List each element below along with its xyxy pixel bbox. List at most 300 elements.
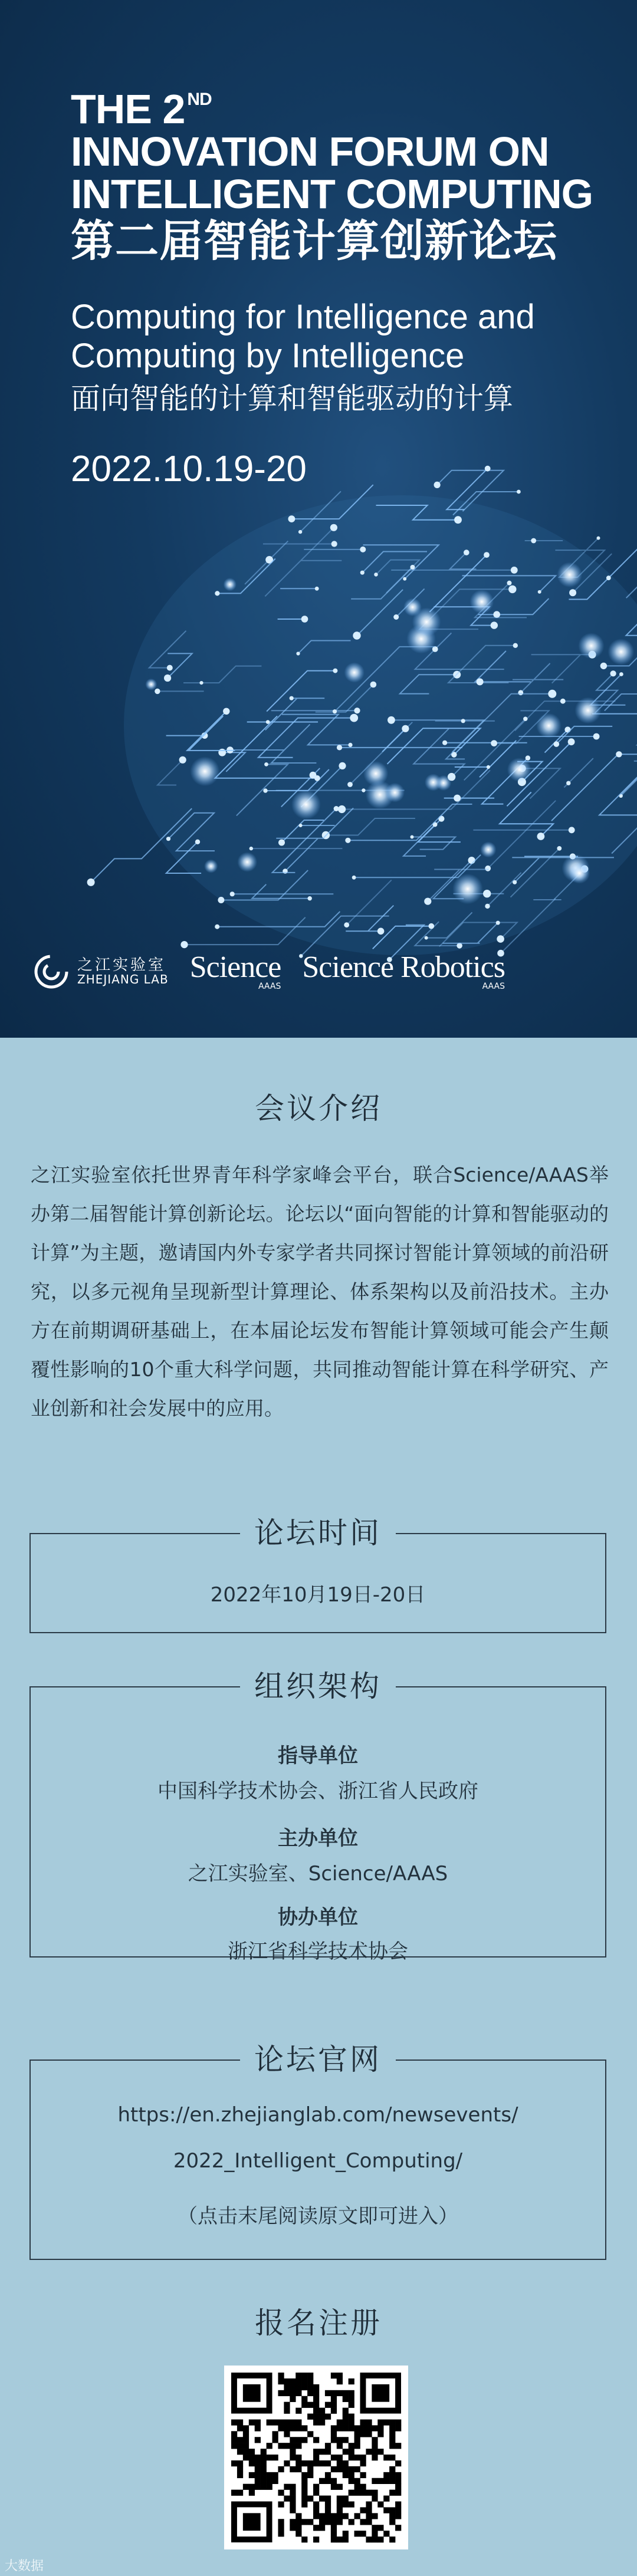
qr-module	[349, 2519, 354, 2525]
qr-module	[301, 2472, 307, 2478]
qr-module	[272, 2455, 278, 2460]
qr-module	[290, 2466, 295, 2472]
qr-module	[349, 2390, 354, 2396]
qr-module	[255, 2484, 261, 2490]
circuit-node	[566, 781, 570, 785]
forum-title	[71, 88, 593, 263]
qr-module	[231, 2419, 237, 2425]
qr-module	[395, 2484, 401, 2490]
qr-module	[249, 2449, 255, 2455]
circuit-node	[310, 772, 317, 779]
circuit-node	[554, 741, 560, 747]
qr-module	[307, 2460, 313, 2466]
hero-banner	[0, 0, 637, 1038]
qr-module	[337, 2460, 343, 2466]
qr-module	[389, 2425, 395, 2431]
circuit-node	[616, 751, 622, 757]
qr-module	[255, 2437, 261, 2443]
qr-module	[395, 2525, 401, 2531]
qr-module	[372, 2496, 377, 2502]
circuit-node	[518, 690, 523, 695]
qr-module	[307, 2519, 313, 2525]
qr-module	[389, 2507, 395, 2513]
qr-module	[284, 2390, 290, 2396]
qr-module	[290, 2449, 295, 2455]
qr-module	[331, 2425, 337, 2431]
qr-module	[377, 2449, 383, 2455]
glow-node	[412, 607, 441, 636]
qr-module	[249, 2460, 255, 2466]
circuit-node	[568, 738, 575, 745]
qr-module	[354, 2513, 360, 2519]
qr-module	[237, 2490, 243, 2496]
circuit-node	[548, 690, 556, 698]
science-robotics-wordmark: Science Robotics	[302, 950, 505, 984]
circuit-node	[424, 898, 431, 905]
qr-module	[377, 2525, 383, 2531]
circuit-node	[513, 643, 518, 648]
qr-module	[389, 2419, 395, 2425]
qr-module	[307, 2378, 313, 2384]
qr-module	[395, 2460, 401, 2466]
qr-module	[255, 2472, 261, 2478]
qr-code-icon	[224, 2366, 408, 2549]
qr-module	[313, 2536, 319, 2542]
qr-module	[290, 2519, 295, 2525]
qr-module	[331, 2396, 337, 2402]
qr-module	[343, 2466, 349, 2472]
qr-module	[267, 2443, 272, 2449]
circuit-node	[508, 585, 516, 593]
qr-module	[337, 2536, 343, 2542]
qr-module	[243, 2455, 249, 2460]
qr-module	[295, 2525, 301, 2531]
title-line-3: INTELLIGENT COMPUTING	[71, 171, 593, 217]
qr-module	[290, 2507, 295, 2513]
title-line-2: INNOVATION FORUM ON	[71, 129, 549, 175]
glow-node	[452, 874, 483, 904]
qr-module	[349, 2455, 354, 2460]
glow-node	[578, 633, 604, 659]
qr-module	[325, 2478, 331, 2484]
qr-module	[231, 2460, 237, 2466]
qr-module	[301, 2384, 307, 2390]
qr-module	[237, 2425, 243, 2431]
circuit-node	[167, 665, 173, 671]
qr-module	[319, 2519, 325, 2525]
science-wordmark: Science	[189, 950, 281, 984]
qr-module	[366, 2519, 372, 2525]
qr-module	[290, 2496, 295, 2502]
qr-module	[255, 2455, 261, 2460]
circuit-node	[180, 941, 188, 948]
qr-module	[377, 2478, 383, 2484]
qr-module	[366, 2490, 372, 2496]
circuit-node	[526, 755, 530, 760]
qr-module	[349, 2414, 354, 2420]
qr-module	[360, 2531, 366, 2536]
theme-en-line-1: Computing for Intelligence and	[71, 298, 535, 336]
qr-module	[295, 2419, 301, 2425]
qr-module	[343, 2449, 349, 2455]
watermark: 大数据	[5, 2559, 44, 2574]
host-unit-value: 之江实验室、Science/AAAS	[188, 1862, 448, 1886]
glow-node	[204, 859, 218, 873]
qr-module	[290, 2501, 295, 2507]
qr-module	[325, 2390, 331, 2396]
circuit-node	[493, 611, 500, 618]
qr-module	[389, 2443, 395, 2449]
qr-module	[261, 2478, 267, 2484]
qr-module	[343, 2531, 349, 2536]
qr-module	[243, 2443, 249, 2449]
qr-module	[337, 2507, 343, 2513]
circuit-node	[288, 515, 295, 522]
organization-title: 组织架构	[240, 1667, 396, 1705]
glow-node	[224, 578, 237, 591]
qr-module	[331, 2525, 337, 2531]
qr-module	[349, 2490, 354, 2496]
qr-module	[295, 2519, 301, 2525]
website-url-line-1[interactable]: https://en.zhejianglab.com/newsevents/	[117, 2103, 518, 2127]
qr-module	[377, 2501, 383, 2507]
qr-module	[331, 2455, 337, 2460]
circuit-node	[348, 743, 352, 747]
qr-module	[325, 2443, 331, 2449]
circuit-node	[362, 788, 365, 792]
circuit-node	[290, 696, 294, 700]
qr-module	[267, 2455, 272, 2460]
qr-module	[395, 2425, 401, 2431]
circuit-node	[344, 922, 349, 927]
qr-module	[372, 2513, 377, 2519]
qr-module	[337, 2437, 343, 2443]
glow-node	[536, 713, 562, 738]
qr-module	[349, 2402, 354, 2408]
forum-theme	[71, 298, 535, 419]
qr-module	[255, 2466, 261, 2472]
qr-module	[349, 2449, 354, 2455]
qr-module	[284, 2484, 290, 2490]
qr-module	[278, 2378, 284, 2384]
qr-module	[389, 2466, 395, 2472]
glow-node	[557, 562, 582, 587]
qr-module	[325, 2513, 331, 2519]
qr-module	[313, 2384, 319, 2390]
qr-module	[278, 2525, 284, 2531]
qr-module	[331, 2390, 337, 2396]
qr-module	[249, 2490, 255, 2496]
zhejiang-lab-icon	[32, 953, 70, 991]
qr-module	[295, 2425, 301, 2431]
qr-module	[301, 2478, 307, 2484]
circuit-node	[388, 716, 395, 724]
qr-module	[231, 2431, 237, 2437]
qr-module	[284, 2402, 290, 2408]
qr-module	[261, 2484, 267, 2490]
qr-module	[313, 2460, 319, 2466]
qr-module	[319, 2513, 325, 2519]
circuit-node	[360, 547, 366, 552]
qr-module	[278, 2425, 284, 2431]
qr-module	[389, 2472, 395, 2478]
qr-module	[331, 2466, 337, 2472]
glow-node	[145, 679, 157, 690]
forum-time-title: 论坛时间	[240, 1514, 396, 1552]
qr-module	[249, 2484, 255, 2490]
circuit-node	[485, 866, 491, 871]
circuit-node	[87, 879, 95, 886]
circuit-node	[619, 672, 623, 676]
qr-module	[395, 2513, 401, 2519]
qr-module	[389, 2513, 395, 2519]
circuit-node	[166, 837, 170, 841]
circuit-node	[454, 795, 461, 802]
glow-node	[291, 790, 321, 820]
qr-module	[307, 2373, 313, 2378]
zhejiang-lab-cn: 之江实验室	[77, 956, 166, 974]
qr-module	[383, 2496, 389, 2502]
qr-module	[290, 2484, 295, 2490]
qr-module	[337, 2513, 343, 2519]
circuit-node	[600, 663, 607, 669]
qr-module	[237, 2466, 243, 2472]
qr-module	[313, 2396, 319, 2402]
circuit-node	[298, 530, 302, 534]
qr-module	[349, 2501, 354, 2507]
qr-module	[295, 2513, 301, 2519]
qr-module	[349, 2396, 354, 2402]
qr-module	[360, 2484, 366, 2490]
qr-module	[313, 2408, 319, 2414]
qr-module	[354, 2478, 360, 2484]
qr-module	[377, 2536, 383, 2542]
qr-module	[331, 2478, 337, 2484]
qr-module	[319, 2496, 325, 2502]
partner-logos	[32, 952, 505, 991]
qr-module	[360, 2431, 366, 2437]
co-host-unit-value: 浙江省科学技术协会	[228, 1940, 408, 1963]
qr-module	[343, 2501, 349, 2507]
qr-module	[313, 2507, 319, 2513]
qr-module	[389, 2536, 395, 2542]
circuit-node	[230, 891, 235, 896]
qr-module	[307, 2431, 313, 2437]
qr-module	[360, 2507, 366, 2513]
forum-time-box	[29, 1516, 606, 1633]
qr-module	[278, 2390, 284, 2396]
glow-node	[344, 662, 365, 683]
qr-module	[313, 2419, 319, 2425]
circuit-node	[199, 681, 203, 685]
qr-module	[243, 2484, 249, 2490]
circuit-node	[434, 482, 441, 488]
qr-module	[301, 2490, 307, 2496]
qr-module	[319, 2449, 325, 2455]
qr-module	[237, 2437, 243, 2443]
qr-module	[343, 2460, 349, 2466]
qr-module	[389, 2437, 395, 2443]
circuit-node	[517, 490, 521, 494]
qr-module	[313, 2484, 319, 2490]
qr-module	[313, 2449, 319, 2455]
qr-module	[337, 2501, 343, 2507]
qr-module	[383, 2531, 389, 2536]
registration-qr-code[interactable]	[224, 2366, 408, 2549]
circuit-node	[179, 756, 186, 764]
qr-module	[372, 2490, 377, 2496]
qr-module	[331, 2484, 337, 2490]
circuit-node	[223, 708, 229, 715]
qr-module	[313, 2513, 319, 2519]
qr-module	[249, 2455, 255, 2460]
circuit-node	[403, 577, 406, 581]
circuit-node	[564, 726, 570, 732]
circuit-node	[393, 614, 399, 620]
qr-module	[284, 2425, 290, 2431]
qr-module	[360, 2425, 366, 2431]
glow-node	[574, 697, 601, 723]
website-url-line-2[interactable]: 2022_Intelligent_Computing/	[173, 2149, 463, 2173]
qr-module	[231, 2490, 237, 2496]
qr-module	[284, 2431, 290, 2437]
qr-module	[337, 2419, 343, 2425]
qr-module	[331, 2519, 337, 2525]
website-title: 论坛官网	[240, 2041, 396, 2078]
qr-module	[360, 2460, 366, 2466]
qr-module	[307, 2472, 313, 2478]
circuit-node	[218, 897, 224, 903]
qr-module	[331, 2437, 337, 2443]
qr-module	[325, 2501, 331, 2507]
qr-module	[261, 2460, 267, 2466]
qr-module	[301, 2519, 307, 2525]
circuit-node	[531, 538, 536, 544]
science-robotics-aaas: AAAS	[482, 982, 505, 991]
qr-finder	[243, 2513, 261, 2531]
circuit-node	[249, 847, 253, 850]
qr-module	[295, 2384, 301, 2390]
title-line-1: THE 2	[71, 86, 185, 132]
forum-date: 2022.10.19-20	[71, 449, 307, 489]
qr-module	[372, 2536, 377, 2542]
qr-module	[319, 2478, 325, 2484]
circuit-node	[593, 733, 600, 740]
qr-module	[337, 2373, 343, 2378]
qr-module	[295, 2460, 301, 2466]
circuit-node	[560, 699, 566, 704]
qr-module	[301, 2437, 307, 2443]
qr-module	[343, 2437, 349, 2443]
theme-chinese: 面向智能的计算和智能驱动的计算	[71, 382, 513, 415]
circuit-node	[461, 719, 465, 723]
qr-module	[284, 2443, 290, 2449]
qr-module	[278, 2531, 284, 2536]
circuit-node	[370, 682, 377, 688]
science-logo	[190, 952, 281, 991]
qr-module	[354, 2437, 360, 2443]
intro-text: 之江实验室依托世界青年科学家峰会平台，联合Science/AAAS举办第二届智能计算创新论坛。论坛以“面向智能的计算和智能驱动的计算”为主题，邀请国内外专家学者共同探讨智能计算领域的前沿研究，以多元视角呈现新型计算理论、体系架构以及前沿技术。主办方在前期调研基础上，在本届论坛发布智能计算领域可能会产生颠覆性影响的10个重大科学问题，共同推动智能计算在科学研究、产业创新和社会发展中的应用。	[31, 1163, 609, 1420]
qr-module	[301, 2373, 307, 2378]
circuit-node	[523, 717, 527, 721]
website-box	[29, 2042, 606, 2260]
qr-module	[360, 2472, 366, 2478]
circuit-node	[333, 669, 337, 673]
qr-module	[360, 2490, 366, 2496]
qr-module	[395, 2490, 401, 2496]
qr-module	[307, 2384, 313, 2390]
qr-module	[343, 2414, 349, 2420]
qr-module	[349, 2419, 354, 2425]
qr-module	[349, 2472, 354, 2478]
glow-node	[237, 852, 257, 872]
circuit-node	[215, 925, 219, 929]
qr-module	[366, 2507, 372, 2513]
qr-module	[325, 2507, 331, 2513]
qr-module	[366, 2536, 372, 2542]
qr-module	[290, 2419, 295, 2425]
qr-module	[383, 2478, 389, 2484]
qr-module	[337, 2455, 343, 2460]
circuit-node	[350, 714, 358, 722]
qr-module	[290, 2455, 295, 2460]
qr-module	[295, 2408, 301, 2414]
circuit-node	[374, 573, 378, 577]
qr-module	[290, 2437, 295, 2443]
circuit-node	[485, 904, 490, 909]
qr-module	[372, 2443, 377, 2449]
qr-module	[349, 2478, 354, 2484]
circuit-node	[353, 631, 360, 639]
qr-module	[343, 2408, 349, 2414]
qr-module	[354, 2425, 360, 2431]
qr-module	[301, 2425, 307, 2431]
qr-module	[243, 2437, 249, 2443]
circuit-node	[330, 524, 337, 531]
qr-module	[343, 2419, 349, 2425]
glow-node	[190, 756, 219, 786]
qr-module	[349, 2425, 354, 2431]
qr-module	[343, 2536, 349, 2542]
qr-module	[325, 2449, 331, 2455]
qr-module	[231, 2443, 237, 2449]
qr-module	[354, 2490, 360, 2496]
qr-module	[284, 2378, 290, 2384]
intro-title: 会议介绍	[255, 1091, 382, 1126]
forum-time-value: 2022年10月19日-20日	[210, 1583, 426, 1607]
circuit-node	[402, 725, 409, 732]
qr-module	[389, 2455, 395, 2460]
qr-module	[295, 2390, 301, 2396]
qr-module	[383, 2507, 389, 2513]
qr-module	[284, 2408, 290, 2414]
qr-module	[272, 2419, 278, 2425]
qr-module	[261, 2455, 267, 2460]
qr-module	[295, 2531, 301, 2536]
qr-module	[377, 2431, 383, 2437]
qr-module	[395, 2478, 401, 2484]
circuit-node	[464, 550, 469, 555]
qr-module	[313, 2390, 319, 2396]
qr-module	[295, 2437, 301, 2443]
qr-module	[243, 2449, 249, 2455]
qr-module	[319, 2414, 325, 2420]
circuit-node	[491, 621, 498, 629]
qr-module	[284, 2496, 290, 2502]
circuit-node	[299, 824, 303, 827]
qr-module	[337, 2484, 343, 2490]
qr-module	[278, 2490, 284, 2496]
